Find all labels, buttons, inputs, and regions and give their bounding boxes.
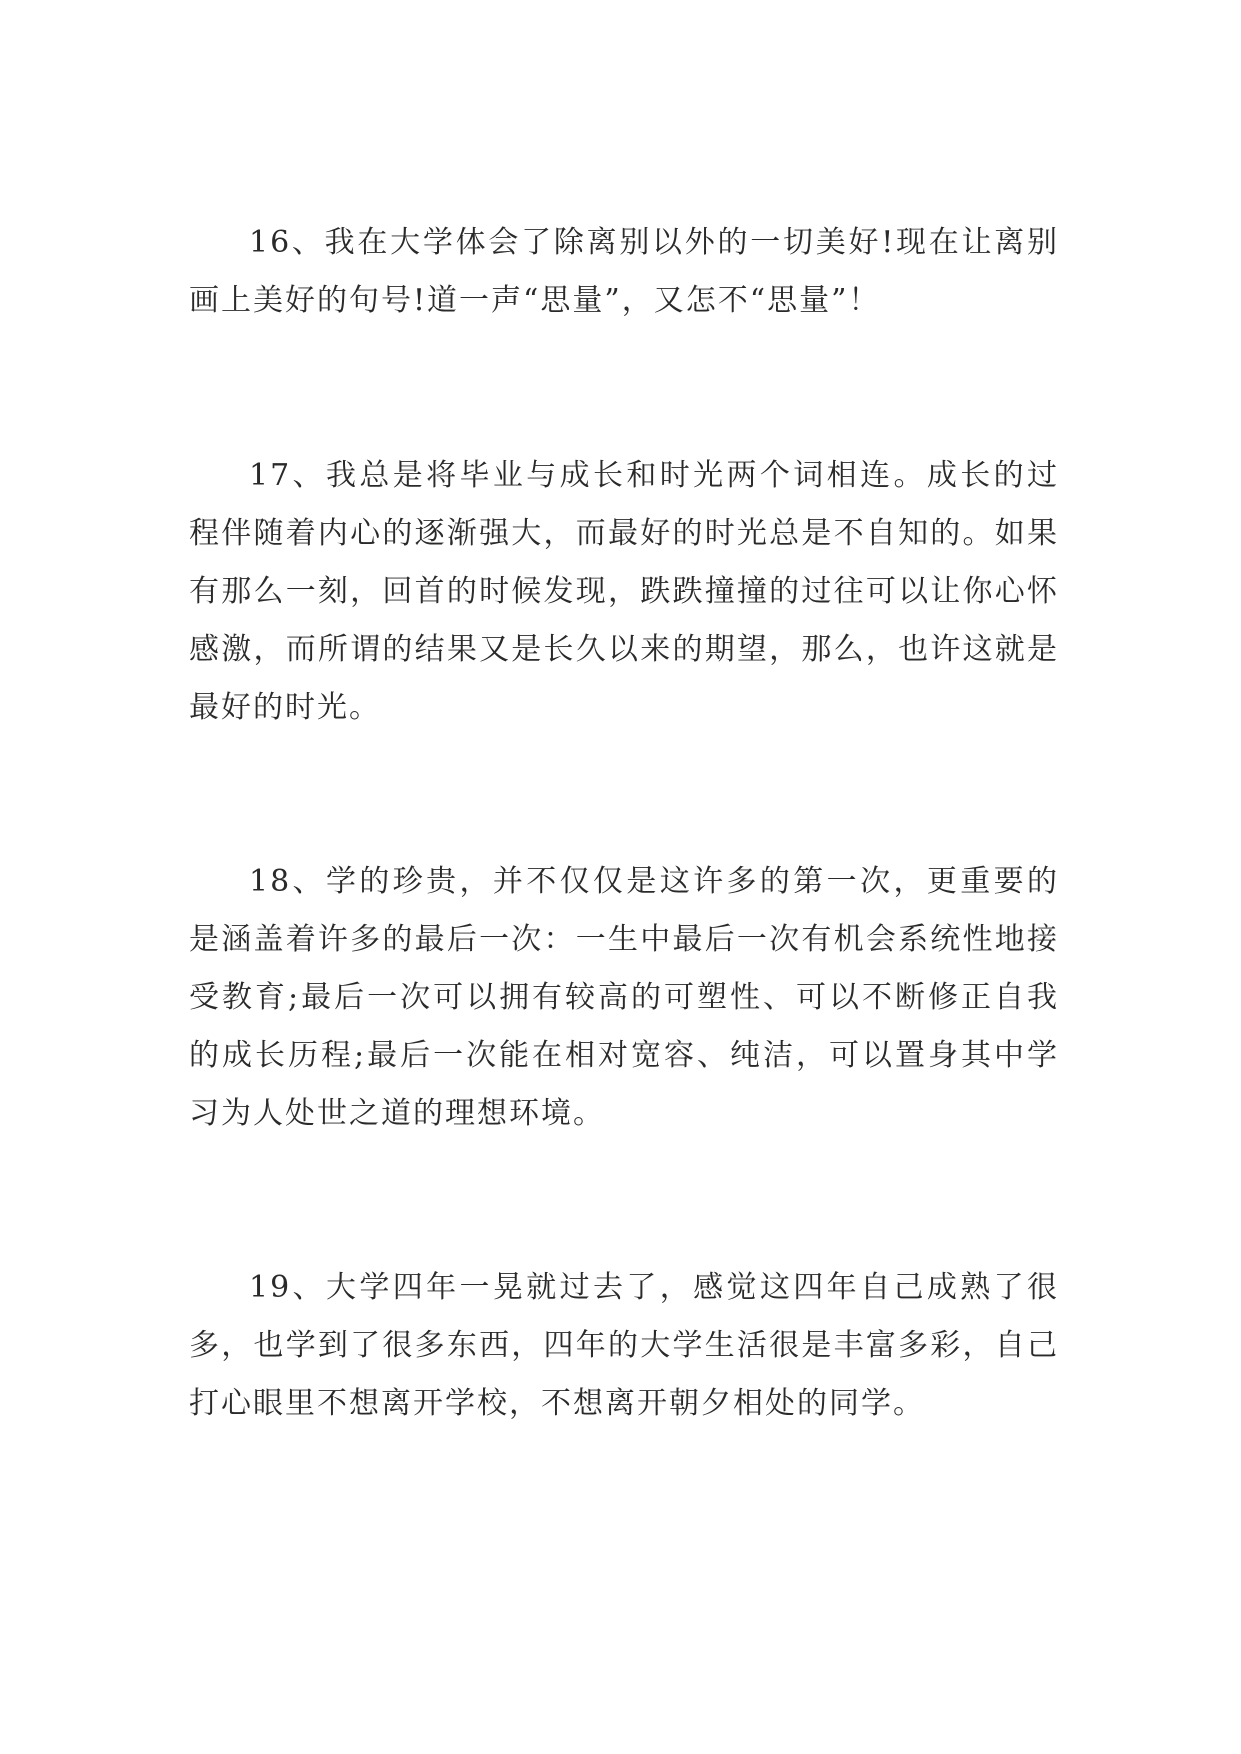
paragraph-18: 18、学的珍贵，并不仅仅是这许多的第一次，更重要的是涵盖着许多的最后一次：一生中最后一次有机会系统性地接受教育;最后一次可以拥有较高的可塑性、可以不断修正自我的成长历程;最后一次能在相对宽容、纯洁，可以置身其中学习为人处世之道的理想环境。 [189,864,1059,1131]
paragraph-16: 16、我在大学体会了除离别以外的一切美好!现在让离别画上美好的句号!道一声“思量”，又怎不“思量”！ [189,225,1059,318]
paragraph-19: 19、大学四年一晃就过去了，感觉这四年自己成熟了很多，也学到了很多东西，四年的大学生活很是丰富多彩，自己打心眼里不想离开学校，不想离开朝夕相处的同学。 [189,1270,1059,1421]
paragraph-17: 17、我总是将毕业与成长和时光两个词相连。成长的过程伴随着内心的逐渐强大，而最好的时光总是不自知的。如果有那么一刻，回首的时候发现，跌跌撞撞的过往可以让你心怀感激，而所谓的结果又是长久以来的期望，那么，也许这就是最好的时光。 [189,458,1059,725]
